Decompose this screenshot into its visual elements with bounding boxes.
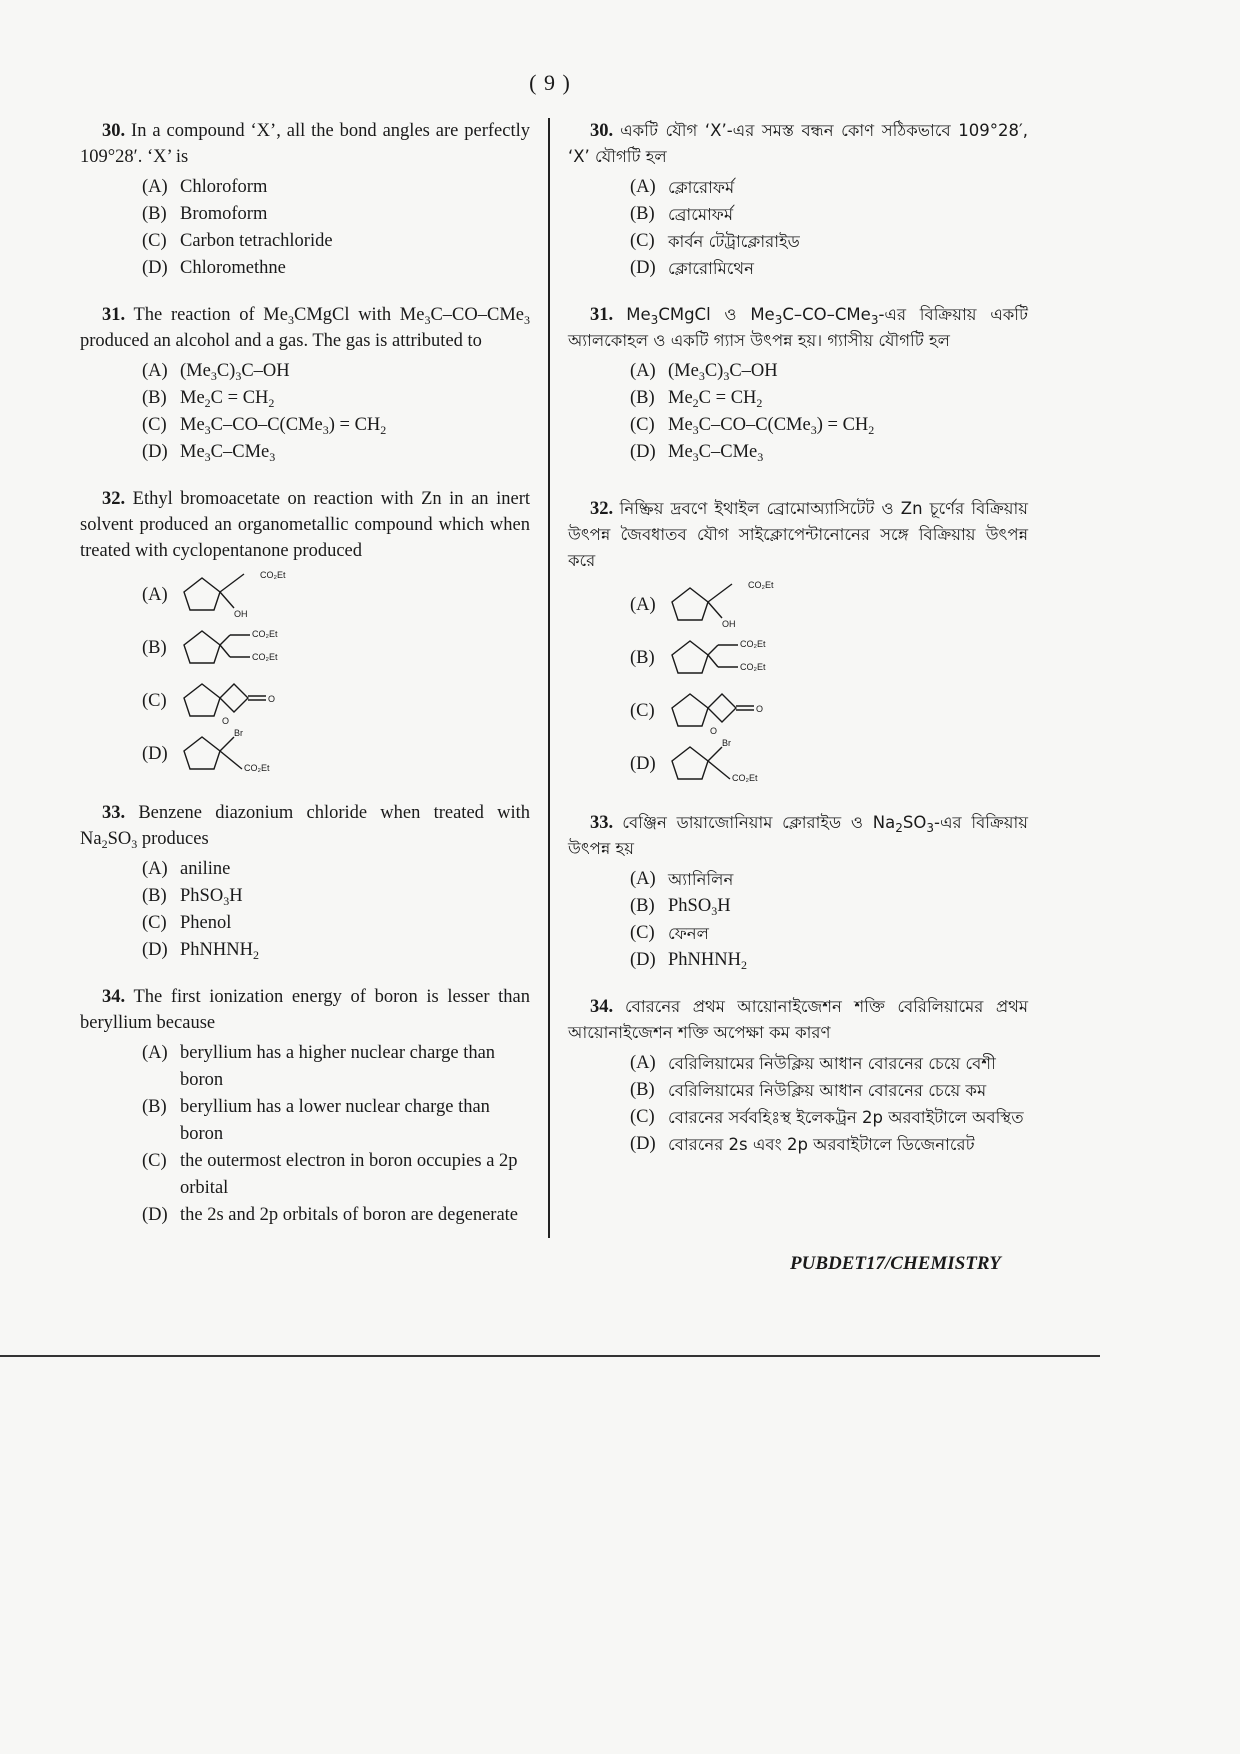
subscript: 3 <box>223 894 230 908</box>
svg-text:CO₂Et: CO₂Et <box>260 569 286 580</box>
option-a[interactable] <box>630 174 1028 201</box>
option-label: (D) <box>142 442 168 462</box>
structure-diester <box>182 623 302 673</box>
option-d[interactable] <box>142 727 530 780</box>
subscript: 2 <box>740 958 747 972</box>
structure-spiro-lactone <box>182 676 302 726</box>
question-33-en <box>80 800 530 964</box>
structure-hydroxy-ester <box>182 570 302 620</box>
svg-text:O: O <box>710 725 718 736</box>
option-text: বেরিলিয়ামের নিউক্লিয় আধান বোরনের চেয়ে কম <box>668 1081 987 1100</box>
question-number: 34. <box>590 997 614 1017</box>
structure-spiro-lactone <box>670 686 790 736</box>
svg-text:CO₂Et: CO₂Et <box>740 661 766 672</box>
subscript: 3 <box>711 904 718 918</box>
option-d[interactable] <box>142 1202 530 1229</box>
option-text: Chloroform <box>180 177 268 197</box>
option-formula: PhNHNH$_2$ <box>180 940 259 962</box>
option-label: (D) <box>630 753 656 774</box>
subscript: 3 <box>322 423 329 437</box>
question-31-bn <box>568 302 1028 466</box>
subscript: 3 <box>650 313 659 327</box>
option-d[interactable] <box>630 947 1028 974</box>
option-label: (A) <box>142 1043 168 1063</box>
english-column <box>80 118 530 1249</box>
option-a[interactable] <box>142 568 530 621</box>
option-formula: PhNHNH$_2$ <box>668 950 747 972</box>
option-formula: $Me_2C = CH_2$ <box>180 388 275 410</box>
option-c[interactable] <box>630 412 1028 439</box>
structure-hydroxy-ester <box>670 580 790 630</box>
option-text: Phenol <box>180 913 232 933</box>
option-text: বোরনের সর্ববহিঃস্থ ইলেকট্রন 2p অরবাইটালে অবস্থিত <box>668 1108 1024 1127</box>
svg-text:O: O <box>756 703 764 714</box>
option-text: beryllium has a lower nuclear charge than boron <box>180 1097 490 1144</box>
question-30-en <box>80 118 530 282</box>
subscript: 3 <box>698 369 705 383</box>
svg-text:Br: Br <box>722 738 731 748</box>
question-stem: একটি যৌগ ‘X’-এর সমস্ত বন্ধন কোণ সঠিকভাবে 109°28′, ‘X’ যৌগটি হল <box>568 121 1028 166</box>
subscript: 2 <box>756 396 763 410</box>
option-b[interactable] <box>630 385 1028 412</box>
question-stem: In a compound ‘X’, all the bond angles are perfectly 109°28′. ‘X’ is <box>80 121 531 167</box>
option-formula: $(Me_3C)_3C-OH$ <box>668 361 778 383</box>
option-label: (A) <box>630 361 656 381</box>
subscript: 2 <box>868 423 875 437</box>
subscript: 2 <box>895 821 903 835</box>
option-text: the outermost electron in boron occupies a 2p orbital <box>180 1151 518 1198</box>
option-d[interactable] <box>630 737 1028 790</box>
subscript: 2 <box>268 396 275 410</box>
option-b[interactable] <box>142 883 530 910</box>
question-number: 31. <box>102 305 126 325</box>
option-formula: $Me_2C = CH_2$ <box>668 388 763 410</box>
question-number: 33. <box>102 803 126 823</box>
question-stem: বেঞ্জিন ডায়াজোনিয়াম ক্লোরাইড ও $Na_2SO_3-এর$ বিক্রিয়ায় উৎপন্ন হয় <box>568 813 1028 858</box>
structure-bromo-ester <box>670 739 790 789</box>
subscript: 3 <box>926 821 935 835</box>
option-c[interactable] <box>142 674 530 727</box>
option-b[interactable] <box>142 1094 530 1148</box>
question-number: 34. <box>102 987 126 1007</box>
svg-text:CO₂Et: CO₂Et <box>732 772 758 783</box>
option-d[interactable] <box>630 255 1028 282</box>
option-label: (D) <box>142 940 168 960</box>
svg-text:CO₂Et: CO₂Et <box>252 628 278 639</box>
option-text: কার্বন টেট্রাক্লোরাইড <box>668 232 800 251</box>
option-text: ব্রোমোফর্ম <box>668 205 734 224</box>
option-label: (C) <box>142 913 167 933</box>
option-d[interactable] <box>142 439 530 466</box>
question-number: 30. <box>102 121 126 141</box>
option-label: (B) <box>630 204 655 224</box>
option-formula: PhSO$_3$H <box>180 886 243 908</box>
option-a[interactable] <box>630 866 1028 893</box>
option-label: (C) <box>142 1151 167 1171</box>
option-label: (D) <box>630 1134 656 1154</box>
bengali-column <box>568 118 1028 1178</box>
option-label: (B) <box>630 388 655 408</box>
question-number: 33. <box>590 813 614 833</box>
option-d[interactable] <box>142 937 530 964</box>
subscript: 2 <box>204 396 211 410</box>
subscript: 2 <box>252 948 259 962</box>
svg-text:OH: OH <box>722 618 736 629</box>
option-formula: PhSO$_3$H <box>668 896 731 918</box>
option-label: (C) <box>630 415 655 435</box>
question-stem: The first ionization energy of boron is lesser than beryllium because <box>80 987 530 1033</box>
structure-bromo-ester <box>182 729 302 779</box>
option-label: (D) <box>142 1205 168 1225</box>
question-32-bn <box>568 496 1028 790</box>
option-c[interactable] <box>142 228 530 255</box>
option-b[interactable] <box>142 201 530 228</box>
option-label: (A) <box>630 869 656 889</box>
structure-diester <box>670 633 790 683</box>
option-text: ক্লোরোফর্ম <box>668 178 735 197</box>
subscript: 3 <box>204 450 211 464</box>
option-label: (A) <box>142 584 168 605</box>
subscript: 3 <box>692 450 699 464</box>
subscript: 3 <box>131 837 138 851</box>
subscript: 3 <box>524 313 530 327</box>
option-text: ক্লোরোমিথেন <box>668 259 754 278</box>
option-label: (D) <box>142 258 168 278</box>
option-label: (D) <box>630 950 656 970</box>
option-label: (A) <box>142 859 168 879</box>
subscript: 3 <box>692 423 699 437</box>
option-a[interactable] <box>630 358 1028 385</box>
option-label: (B) <box>630 896 655 916</box>
option-text: ফেনল <box>668 924 709 943</box>
option-label: (A) <box>630 594 656 615</box>
option-a[interactable] <box>630 578 1028 631</box>
option-formula: $(Me_3C)_3C-OH$ <box>180 361 290 383</box>
option-label: (A) <box>142 361 168 381</box>
option-text: বোরনের 2s এবং 2p অরবাইটালে ডিজেনারেট <box>668 1135 975 1154</box>
option-label: (B) <box>142 886 167 906</box>
option-label: (C) <box>142 690 167 711</box>
option-label: (C) <box>630 700 655 721</box>
option-a[interactable] <box>630 1050 1028 1077</box>
option-b[interactable] <box>142 385 530 412</box>
question-stem: Benzene diazonium chloride when treated with $Na_2SO_3$ produces <box>80 803 530 851</box>
option-a[interactable] <box>142 1040 530 1094</box>
paper-code-footer: PUBDET17/CHEMISTRY <box>790 1253 1001 1274</box>
option-label: (A) <box>142 177 168 197</box>
option-text: অ্যানিলিন <box>668 870 734 889</box>
option-formula: $Me_3C-CO-C(CMe_3) = CH_2$ <box>668 415 875 437</box>
option-a[interactable] <box>142 358 530 385</box>
subscript: 3 <box>723 369 730 383</box>
svg-text:OH: OH <box>234 608 248 619</box>
subscript: 3 <box>757 450 764 464</box>
option-label: (D) <box>142 743 168 764</box>
option-label: (B) <box>142 1097 167 1117</box>
option-text: Carbon tetrachloride <box>180 231 333 251</box>
option-b[interactable] <box>142 621 530 674</box>
svg-text:O: O <box>222 715 230 726</box>
subscript: 3 <box>424 313 431 327</box>
option-label: (A) <box>630 1053 656 1073</box>
subscript: 3 <box>810 423 817 437</box>
option-label: (C) <box>630 1107 655 1127</box>
option-c[interactable] <box>142 1148 530 1202</box>
option-formula: $Me_3C-CMe_3$ <box>668 442 764 464</box>
option-d[interactable] <box>630 439 1028 466</box>
option-d[interactable] <box>630 1131 1028 1158</box>
option-text: Bromoform <box>180 204 268 224</box>
question-number: 31. <box>590 305 614 325</box>
question-stem: বোরনের প্রথম আয়োনাইজেশন শক্তি বেরিলিয়ামের প্রথম আয়োনাইজেশন শক্তি অপেক্ষা কম কারণ <box>568 997 1028 1042</box>
question-stem: Ethyl bromoacetate on reaction with Zn in an inert solvent produced an organometallic compound which when treated with cyclopentanone produced <box>80 489 531 561</box>
svg-text:CO₂Et: CO₂Et <box>748 579 774 590</box>
option-text: beryllium has a higher nuclear charge than boron <box>180 1043 496 1090</box>
option-a[interactable] <box>142 856 530 883</box>
question-stem: নিষ্ক্রিয় দ্রবণে ইথাইল ব্রোমোঅ্যাসিটেট ও Zn চূর্ণের বিক্রিয়ায় উৎপন্ন জৈবধাতব যৌগ সাইক্লোপেন্টানোনের সঙ্গে বিক্রিয়ায় উৎপন্ন করে <box>568 499 1029 570</box>
subscript: 3 <box>774 313 783 327</box>
option-label: (C) <box>630 923 655 943</box>
svg-text:Br: Br <box>234 728 243 738</box>
option-c[interactable] <box>142 412 530 439</box>
option-a[interactable] <box>142 174 530 201</box>
svg-text:CO₂Et: CO₂Et <box>252 651 278 662</box>
option-label: (B) <box>142 204 167 224</box>
subscript: 3 <box>210 369 217 383</box>
option-text: the 2s and 2p orbitals of boron are degenerate <box>180 1205 519 1225</box>
subscript: 3 <box>269 450 276 464</box>
option-b[interactable] <box>630 1077 1028 1104</box>
option-d[interactable] <box>142 255 530 282</box>
option-formula: $Me_3C-CMe_3$ <box>180 442 276 464</box>
option-c[interactable] <box>630 684 1028 737</box>
subscript: 2 <box>692 396 699 410</box>
subscript: 3 <box>235 369 242 383</box>
question-number: 32. <box>102 489 126 509</box>
question-stem: The reaction of $Me_3CMgCl$ with $Me_3C-CO-CMe_3$ produced an alcohol and a gas. The gas is attributed to <box>80 305 530 351</box>
option-label: (C) <box>630 231 655 251</box>
question-32-en <box>80 486 530 780</box>
option-label: (D) <box>630 442 656 462</box>
option-label: (A) <box>630 177 656 197</box>
subscript: 3 <box>870 313 879 327</box>
option-text: Chloromethne <box>180 258 286 278</box>
option-c[interactable] <box>630 1104 1028 1131</box>
bottom-rule <box>0 1355 1100 1357</box>
option-b[interactable] <box>630 893 1028 920</box>
option-label: (D) <box>630 258 656 278</box>
option-c[interactable] <box>630 920 1028 947</box>
svg-text:O: O <box>268 693 276 704</box>
column-divider <box>548 118 550 1238</box>
option-text: aniline <box>180 859 231 879</box>
option-formula: $Me_3C-CO-C(CMe_3) = CH_2$ <box>180 415 387 437</box>
option-label: (B) <box>630 1080 655 1100</box>
option-label: (B) <box>142 388 167 408</box>
question-34-bn <box>568 994 1028 1158</box>
option-b[interactable] <box>630 631 1028 684</box>
page-number: ( 9 ) <box>529 70 571 95</box>
svg-text:CO₂Et: CO₂Et <box>244 762 270 773</box>
subscript: 2 <box>380 423 387 437</box>
svg-text:CO₂Et: CO₂Et <box>740 638 766 649</box>
question-33-bn <box>568 810 1028 974</box>
option-text: বেরিলিয়ামের নিউক্লিয় আধান বোরনের চেয়ে বেশী <box>668 1054 996 1073</box>
question-number: 30. <box>590 121 614 141</box>
option-c[interactable] <box>142 910 530 937</box>
option-label: (B) <box>630 647 655 668</box>
question-stem: $Me_3CMgCl$ ও $Me_3C-CO-CMe_3-এর$ বিক্রিয়ায় একটি অ্যালকোহল ও একটি গ্যাস উৎপন্ন হয়। গ্যাসীয় যৌগটি হল <box>568 305 1029 350</box>
option-label: (C) <box>142 415 167 435</box>
subscript: 2 <box>101 837 108 851</box>
question-34-en <box>80 984 530 1229</box>
subscript: 3 <box>287 313 294 327</box>
question-31-en <box>80 302 530 466</box>
subscript: 3 <box>204 423 211 437</box>
option-b[interactable] <box>630 201 1028 228</box>
option-label: (C) <box>142 231 167 251</box>
option-label: (B) <box>142 637 167 658</box>
question-number: 32. <box>590 499 614 519</box>
question-30-bn <box>568 118 1028 282</box>
option-c[interactable] <box>630 228 1028 255</box>
